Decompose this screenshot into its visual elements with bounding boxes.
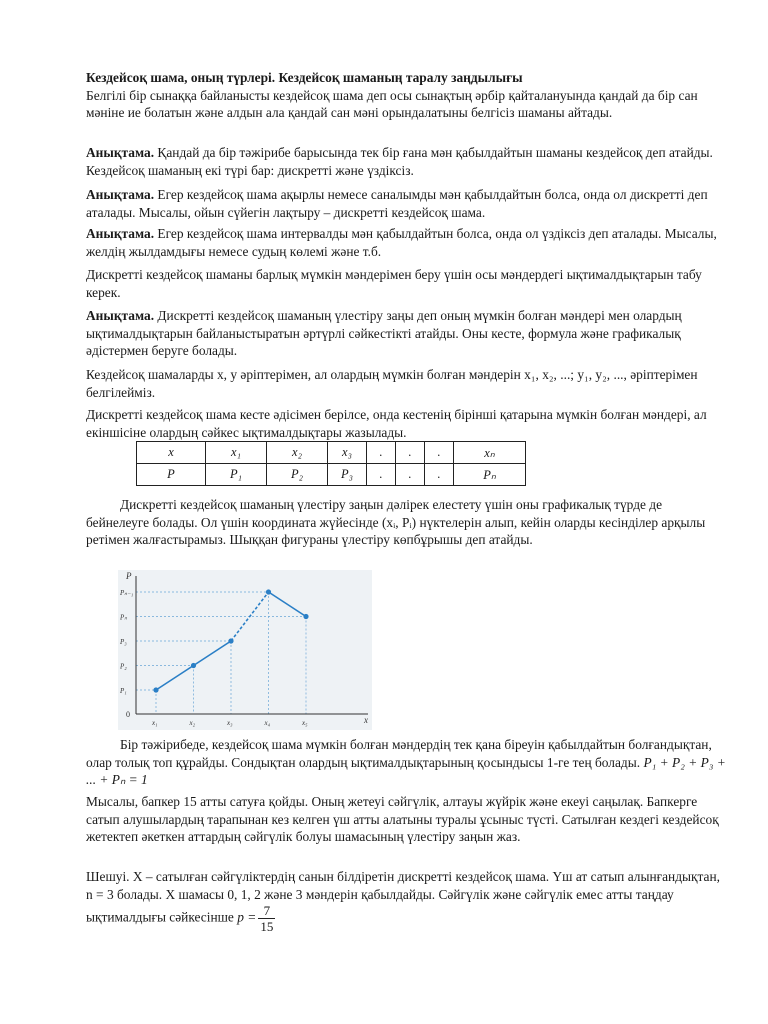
definition-1 xyxy=(86,144,726,179)
definition-label: Анықтама. xyxy=(86,308,155,323)
data-point xyxy=(303,614,308,619)
table-cell: P₂ xyxy=(267,464,328,486)
y-tick-label: Pₙ₋₁ xyxy=(120,589,134,597)
fraction-numerator: 7 xyxy=(258,903,275,919)
y-axis-label: P xyxy=(126,571,132,581)
discrete-text: Дискретті кездейсоқ шаманы барлық мүмкін мәндерімен беру үшін осы мәндердегі ықтималдықтарын табу керек. xyxy=(86,267,702,300)
definition-text: Дискретті кездейсоқ шаманың үлестіру заңы деп оның мүмкін болған мәндері мен олардың ықтималдықтарын байланыстыратын әртүрлі сәйкестікті атайды. Оны кесте, формула және графикалық әдістермен беруге болады. xyxy=(86,308,682,358)
polygon-paragraph xyxy=(86,496,726,549)
table-cell: P₁ xyxy=(206,464,267,486)
sum-text: Бір тәжірибеде, кездейсоқ шама мүмкін болған мәндердің тек қана біреуін қабылдайтын болғандықтан, олар толық топ құрайды. Сондықтан олардың ықтималдықтарының қосындысы 1-ге тең болады. xyxy=(86,737,712,770)
table-cell: . xyxy=(425,464,454,486)
y-tick-label: P₃ xyxy=(120,638,127,646)
chart-svg xyxy=(118,570,372,730)
polygon-segment xyxy=(156,666,194,691)
solution-text: Шешуі. X – сатылған сәйгүліктердің санын білдіретін дискретті кездейсоқ шама. Үш ат сатып алынғандықтан, n = 3 болады. X шамасы 0, 1, 2 және 3 мәндерін қабылдайды. Сәйгүлік және сәйгүлік емес атты таңдау ықтималдығы сәйкесінше xyxy=(86,869,720,925)
distribution-table xyxy=(136,441,526,486)
definition-label: Анықтама. xyxy=(86,145,155,160)
probability-equation: p = xyxy=(237,909,257,925)
definition-label: Анықтама. xyxy=(86,226,155,241)
notation-text: Кездейсоқ шамаларды x, y әріптерімен, ал олардың мүмкін болған мәндерін x₁, x₂, ...; y₁, y₂, ..., әріптерімен белгілейміз. xyxy=(86,367,698,400)
table-cell: x₂ xyxy=(267,442,328,464)
notation-paragraph xyxy=(86,366,726,401)
data-point xyxy=(191,663,196,668)
sum-formula: P₁ + P₂ + P₃ + ... + Pₙ = 1 xyxy=(86,754,726,787)
definition-label: Анықтама. xyxy=(86,187,155,202)
definition-3 xyxy=(86,225,726,260)
table-intro-text: Дискретті кездейсоқ шама кесте әдісімен берілсе, онда кестенің бірінші қатарына мүмкін болған мәндері, ал екіншісіне олардың сәйкес ықтималдықтары жазылады. xyxy=(86,407,707,440)
table-cell: . xyxy=(367,464,396,486)
chart-grid xyxy=(136,592,306,714)
x-tick-label: x₁ xyxy=(152,719,158,727)
y-tick-label: Pₙ xyxy=(120,613,128,622)
polygon-segment xyxy=(194,641,232,666)
x-tick-label: x₃ xyxy=(227,719,233,727)
chart-axes xyxy=(125,571,368,725)
example-paragraph xyxy=(86,793,726,846)
table-cell: . xyxy=(425,442,454,464)
chart-ticks xyxy=(119,589,308,727)
polygon-text: Дискретті кездейсоқ шаманың үлестіру заңын дәлірек елестету үшін оны графикалық түрде де бейнелеуге болады. Ол үшін координата жүйесінде (xᵢ, Pᵢ) нүктелерін алып, кейін оларды кесінділер арқылы ретімен жалғастырамыз. Шыққан фигураны үлестіру көпбұрышы деп атайды. xyxy=(86,497,706,547)
table-cell: P xyxy=(137,464,206,486)
table-cell: x₃ xyxy=(328,442,367,464)
x-axis-label: x xyxy=(364,715,368,725)
probability-fraction xyxy=(258,903,275,934)
definition-text: Егер кездейсоқ шама ақырлы немесе саналымды мән қабылдайтын болса, онда ол дискретті деп аталады. Мысалы, ойын сүйегін лақтыру – дискретті кездейсоқ шама. xyxy=(86,187,708,220)
table-cell: xₙ xyxy=(454,442,526,464)
definition-text: Егер кездейсоқ шама интервалды мән қабылдайтын болса, онда ол үздіксіз деп аталады. Мысалы, желдің жылдамдығы немесе судың көлемі және т.б. xyxy=(86,226,717,259)
document-title: Кездейсоқ шама, оның түрлері. Кездейсоқ шаманың таралу заңдылығы xyxy=(86,70,523,85)
polygon-segment xyxy=(269,592,307,617)
sum-paragraph xyxy=(86,736,726,789)
table-cell: Pₙ xyxy=(454,464,526,486)
document-title-block xyxy=(86,69,726,122)
table-row-probabilities xyxy=(137,464,526,486)
definition-text: Қандай да бір тәжірибе барысында тек бір ғана мән қабылдайтын шаманы кездейсоқ деп атайды. Кездейсоқ шаманың екі түрі бар: дискретті және үздіксіз. xyxy=(86,145,713,178)
x-tick-label: x₄ xyxy=(264,719,271,727)
y-tick-label: P₁ xyxy=(120,687,127,695)
table-intro-paragraph xyxy=(86,406,726,441)
x-tick-label: x₂ xyxy=(189,719,196,727)
y-tick-label: P₂ xyxy=(120,662,127,671)
data-point xyxy=(228,638,233,643)
table-cell: x₁ xyxy=(206,442,267,464)
example-text: Мысалы, бапкер 15 атты сатуға қойды. Оның жетеуі сәйгүлік, алтауы жүйрік және екеуі саңылақ. Бапкерге сатып алушылардың тарапынан кез келген үш атты алатыны туралы ұсыныс түсті. Сатылған кездегі кездейсоқ жетектеп әкеткен аттардың сәйгүлік болуы шамасының үлестіру заңын жаз. xyxy=(86,794,719,844)
solution-paragraph xyxy=(86,868,726,934)
table-row-values xyxy=(137,442,526,464)
definition-2 xyxy=(86,186,726,221)
origin-label: 0 xyxy=(126,710,130,719)
definition-4 xyxy=(86,307,726,360)
discrete-paragraph xyxy=(86,266,726,301)
table-cell: x xyxy=(137,442,206,464)
fraction-denominator: 15 xyxy=(260,919,274,934)
data-point xyxy=(266,589,271,594)
distribution-polygon-chart xyxy=(118,570,372,730)
intro-paragraph: Белгілі бір сынаққа байланысты кездейсоқ шама деп осы сынақтың әрбір қайталануында қандай да бір сан мәніне ие болатын және алдын ала қандай сан мәні орындалатыны белгісіз шаманы айтады. xyxy=(86,87,698,120)
table-cell: . xyxy=(367,442,396,464)
x-tick-label: x₅ xyxy=(302,719,308,727)
table-cell: P₃ xyxy=(328,464,367,486)
data-point xyxy=(153,687,158,692)
table-cell: . xyxy=(396,464,425,486)
table-cell: . xyxy=(396,442,425,464)
